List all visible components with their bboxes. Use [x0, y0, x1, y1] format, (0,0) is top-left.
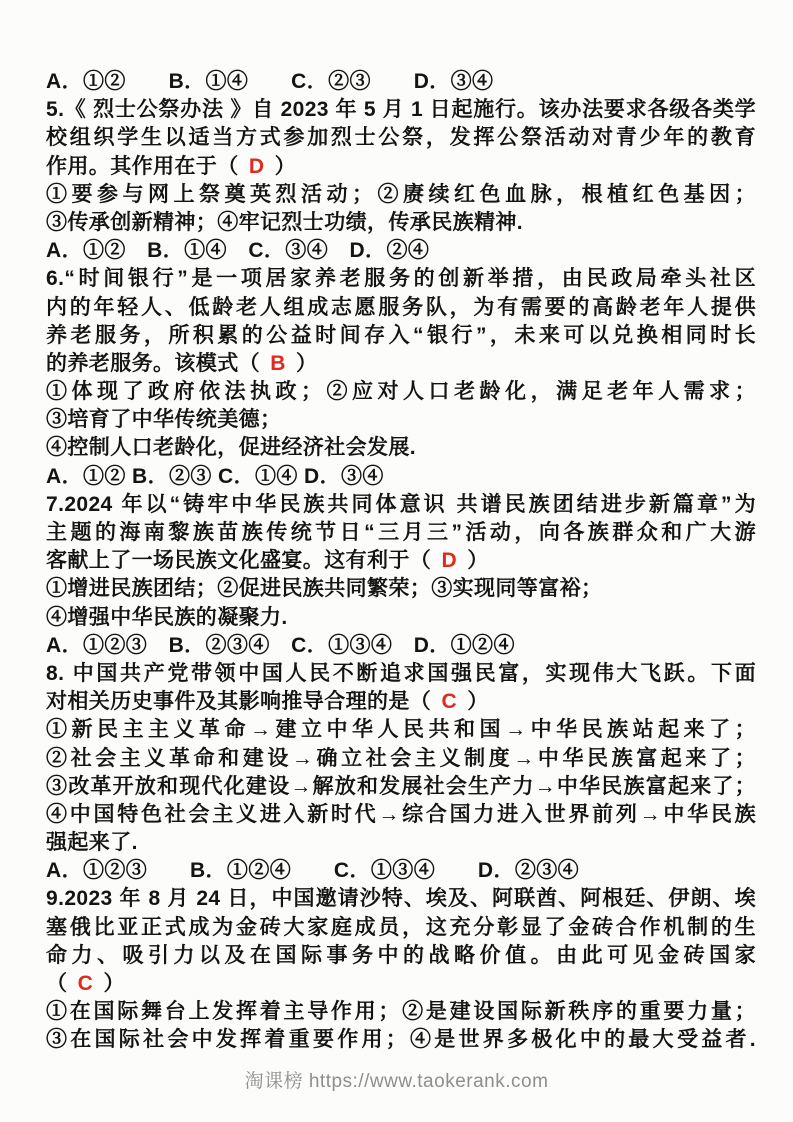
line-text: ）: [289, 351, 318, 375]
document-line: [46, 491, 756, 519]
document-line: [46, 265, 756, 293]
answer-letter: D: [441, 549, 458, 573]
document-line: [46, 885, 756, 913]
line-text: 8. 中国共产党带领中国人民不断追求国强民富，实现伟大飞跃。下面: [46, 661, 756, 685]
line-text: A．①② B．①④ C．②③ D．③④: [46, 70, 494, 93]
line-text: ①新民主主义革命→建立中华人民共和国→中华民族站起来了；: [46, 718, 756, 742]
document-line: [46, 434, 756, 462]
document-line: [46, 463, 756, 491]
document-line: [46, 322, 756, 350]
document-line: [46, 350, 756, 378]
line-text: 9.2023 年 8 月 24 日，中国邀请沙特、埃及、阿联酋、阿根廷、伊朗、埃: [46, 887, 756, 911]
line-text: ②社会主义革命和建设→确立社会主义制度→中华民族富起来了；: [46, 746, 756, 770]
document-line: [46, 942, 756, 970]
document-line: [46, 547, 756, 575]
line-text: ①体现了政府依法执政；②应对人口老龄化，满足老年人需求；: [46, 380, 756, 404]
line-text: 6.“时间银行”是一项居家养老服务的创新举措，由民政局牵头社区: [46, 267, 756, 291]
line-text: ①要参与网上祭奠英烈活动；②赓续红色血脉，根植红色基因；: [46, 182, 756, 206]
document-line: [46, 716, 756, 744]
document-line: [46, 970, 756, 998]
answer-letter: D: [248, 154, 265, 178]
line-text: A．①②③ B．①②④ C．①③④ D．②③④: [46, 859, 580, 883]
line-text: 的养老服务。该模式（: [46, 351, 267, 375]
document-line: [46, 660, 756, 688]
document-line: [46, 294, 756, 322]
document-line: [46, 829, 756, 857]
line-text: A．①② B．②③ C．①④ D．③④: [46, 464, 384, 488]
line-text: 主题的海南黎族苗族传统节日“三月三”活动，向各族群众和广大游: [46, 521, 756, 544]
document-line: [46, 209, 756, 237]
document-line: [46, 237, 756, 265]
document-line: [46, 998, 756, 1026]
line-text: 强起来了.: [46, 831, 138, 855]
document-line: [46, 801, 756, 829]
document-line: [46, 153, 756, 181]
line-text: ④控制人口老龄化，促进经济社会发展.: [46, 436, 417, 460]
document-line: [46, 96, 756, 124]
document-line: [46, 632, 756, 660]
line-text: ①增进民族团结；②促进民族共同繁荣；③实现同等富裕；: [46, 577, 603, 601]
document-line: [46, 914, 756, 942]
document-body: [46, 68, 756, 1055]
document-line: [46, 745, 756, 773]
line-text: 命力、吸引力以及在国际事务中的战略价值。由此可见金砖国家: [46, 943, 756, 967]
line-text: 7.2024 年以“铸牢中华民族共同体意识 共谱民族团结进步新篇章”为: [46, 492, 756, 516]
document-line: [46, 1026, 756, 1054]
line-text: ③在国际社会中发挥着重要作用；④是世界多极化中的最大受益者.: [46, 1028, 756, 1052]
document-line: [46, 604, 756, 632]
document-line: [46, 575, 756, 603]
answer-letter: B: [270, 351, 286, 375]
answer-letter: C: [441, 690, 458, 714]
line-text: ）: [461, 549, 489, 573]
line-text: （: [46, 972, 74, 995]
line-text: ①在国际舞台上发挥着主导作用；②是建设国际新秩序的重要力量；: [46, 1000, 756, 1024]
watermark-text: 淘课榜 https://www.taokerank.com: [244, 1071, 549, 1092]
document-line: [46, 688, 756, 716]
line-text: ③传承创新精神；④牢记烈士功绩，传承民族精神.: [46, 210, 524, 234]
document-line: [46, 68, 756, 96]
document-line: [46, 124, 756, 152]
document-line: [46, 181, 756, 209]
line-text: A．①②③ B．②③④ C．①③④ D．①②④: [46, 633, 515, 657]
line-text: ③培育了中华传统美德；: [46, 408, 282, 432]
line-text: 作用。其作用在于（: [46, 154, 245, 178]
document-line: [46, 378, 756, 406]
line-text: 客献上了一场民族文化盛宴。这有利于（: [46, 549, 438, 573]
line-text: 对相关历史事件及其影响推导合理的是（: [46, 690, 438, 714]
line-text: ④增强中华民族的凝聚力.: [46, 605, 288, 629]
line-text: 校组织学生以适当方式参加烈士公祭，发挥公祭活动对青少年的教育: [46, 126, 756, 150]
document-line: [46, 773, 756, 801]
line-text: ）: [268, 154, 297, 178]
line-text: ）: [97, 972, 125, 995]
document-line: [46, 519, 756, 547]
line-text: ）: [461, 690, 489, 714]
document-line: [46, 406, 756, 434]
line-text: ③改革开放和现代化建设→解放和发展社会生产力→中华民族富起来了；: [46, 774, 756, 798]
answer-letter: C: [77, 972, 94, 995]
line-text: A．①② B．①④ C．③④ D．②④: [46, 239, 430, 263]
line-text: 内的年轻人、低龄老人组成志愿服务队，为有需要的高龄老年人提供: [46, 295, 756, 319]
line-text: 塞俄比亚正式成为金砖大家庭成员，这充分彰显了金砖合作机制的生: [46, 915, 756, 939]
line-text: ④中国特色社会主义进入新时代→综合国力进入世界前列→中华民族: [46, 802, 756, 826]
line-text: 养老服务，所积累的公益时间存入“银行”，未来可以兑换相同时长: [46, 323, 756, 347]
watermark: [0, 1066, 793, 1093]
line-text: 5.《 烈士公祭办法 》自 2023 年 5 月 1 日起施行。该办法要求各级各类学: [46, 98, 756, 122]
document-line: [46, 857, 756, 885]
